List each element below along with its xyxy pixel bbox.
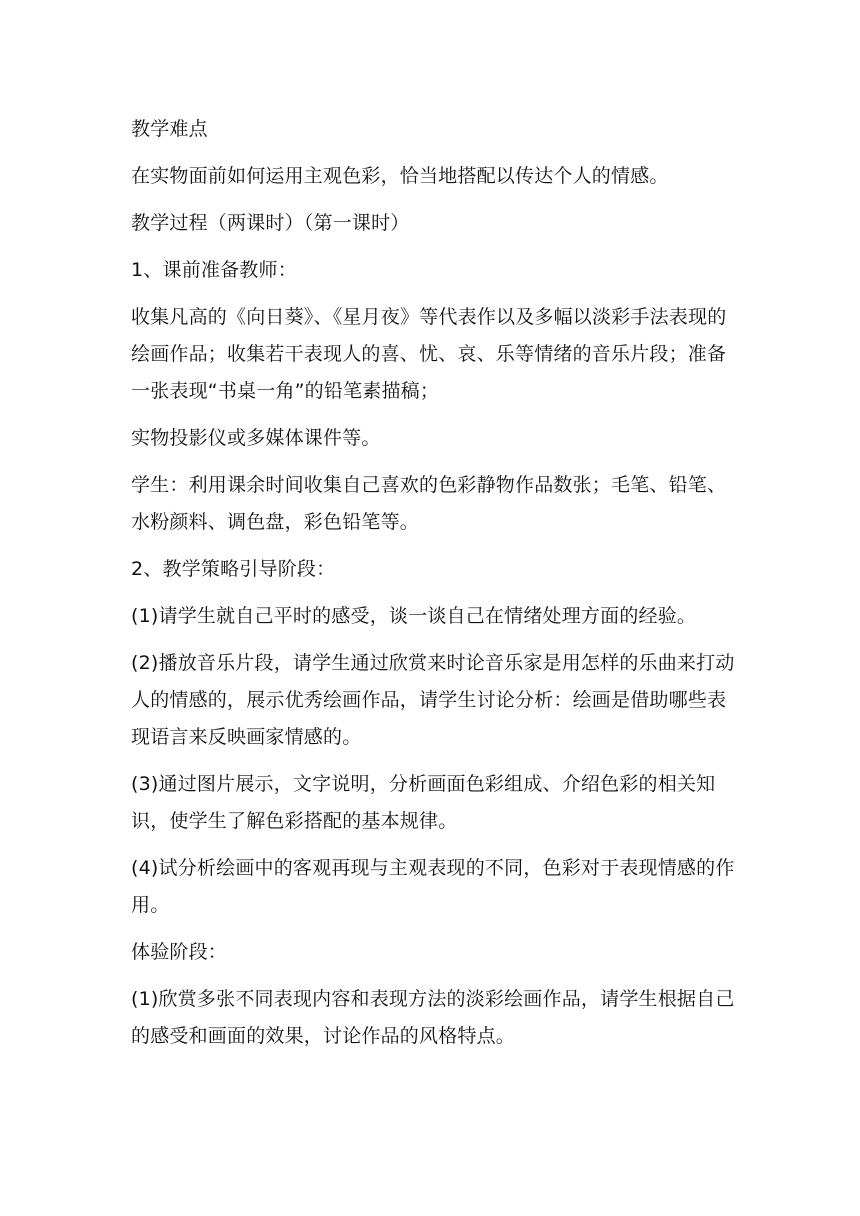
paragraph-difficulty-detail: 在实物面前如何运用主观色彩，恰当地搭配以传达个人的情感。	[131, 165, 669, 187]
paragraph-student-materials: 学生：利用课余时间收集自己喜欢的色彩静物作品数张；毛笔、铅笔、水粉颜料、调色盘，彩色铅笔等。	[131, 474, 727, 533]
heading-pre-class-preparation: 1、课前准备教师：	[131, 259, 297, 281]
paragraph-teacher-materials: 收集凡高的《向日葵》、《星月夜》等代表作以及多幅以淡彩手法表现的绘画作品；收集若干表现人的喜、忧、哀、乐等情绪的音乐片段；准备一张表现“书桌一角”的铅笔素描稿；	[131, 306, 727, 402]
list-item-experience-1: (1)欣赏多张不同表现内容和表现方法的淡彩绘画作品，请学生根据自己的感受和画面的效果，讨论作品的风格特点。	[131, 988, 735, 1047]
document-body	[131, 111, 737, 1055]
list-item-strategy-3: (3)通过图片展示，文字说明，分析画面色彩组成、介绍色彩的相关知识，使学生了解色彩搭配的基本规律。	[131, 773, 716, 832]
heading-teaching-strategy: 2、教学策略引导阶段：	[131, 558, 336, 580]
heading-teaching-difficulty: 教学难点	[131, 118, 208, 140]
list-item-strategy-2: (2)播放音乐片段，请学生通过欣赏来时论音乐家是用怎样的乐曲来打动人的情感的，展示优秀绘画作品，请学生讨论分析：绘画是借助哪些表现语言来反映画家情感的。	[131, 652, 735, 748]
list-item-strategy-1: (1)请学生就自己平时的感受，谈一谈自己在情绪处理方面的经验。	[131, 605, 697, 627]
heading-experience-stage: 体验阶段：	[131, 941, 228, 963]
list-item-strategy-4: (4)试分析绘画中的客观再现与主观表现的不同，色彩对于表现情感的作用。	[131, 857, 735, 916]
heading-teaching-process: 教学过程（两课时）（第一课时）	[131, 212, 410, 234]
paragraph-equipment: 实物投影仪或多媒体课件等。	[131, 427, 381, 449]
